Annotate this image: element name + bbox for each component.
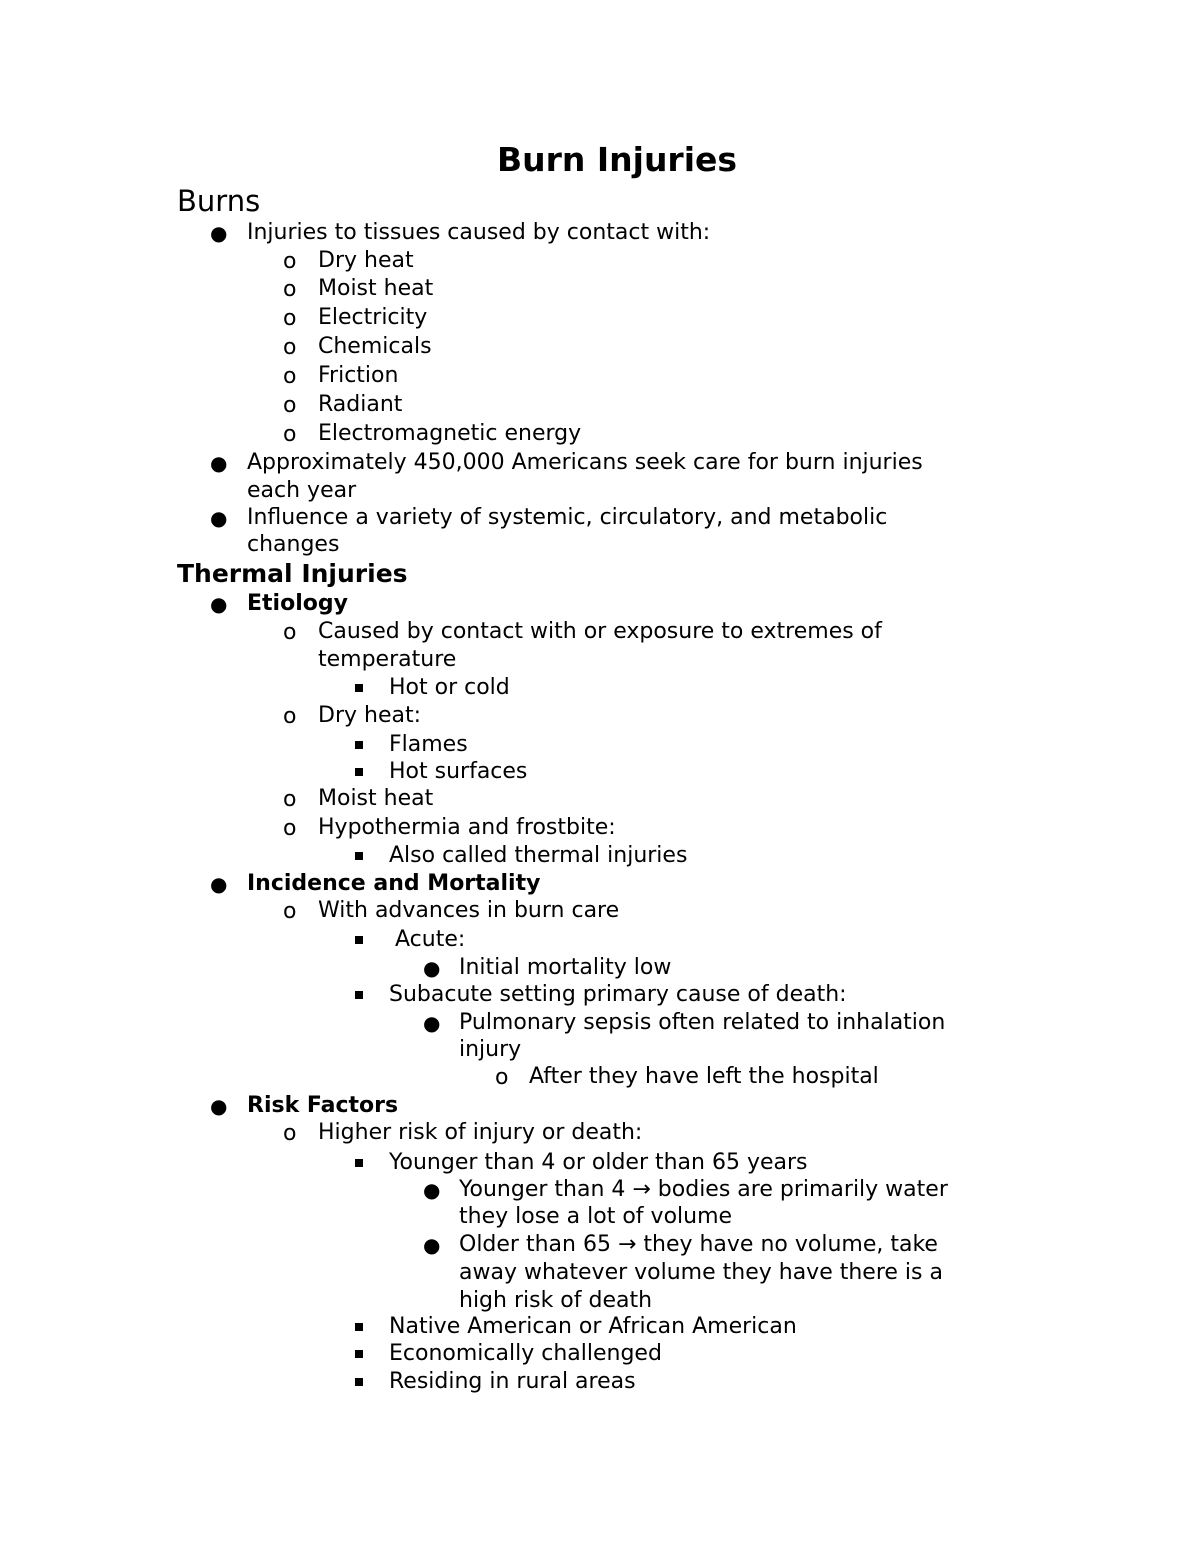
list-item: Hot or cold — [389, 675, 510, 700]
list-item-continuation: they lose a lot of volume — [459, 1204, 733, 1229]
bullet-circle: o — [495, 1065, 509, 1090]
list-item: Injuries to tissues caused by contact with: — [247, 220, 711, 245]
bullet-square — [355, 852, 363, 860]
subheading-risk-factors: Risk Factors — [247, 1093, 399, 1118]
subheading-incidence: Incidence and Mortality — [247, 871, 541, 896]
bullet-square — [355, 1350, 363, 1358]
list-item: Dry heat: — [318, 703, 421, 728]
list-item: Electromagnetic energy — [318, 421, 582, 446]
bullet-disc: ● — [210, 872, 228, 896]
bullet-disc: ● — [210, 221, 228, 245]
bullet-circle: o — [283, 704, 297, 729]
bullet-square — [355, 741, 363, 749]
list-item-continuation: high risk of death — [459, 1288, 653, 1313]
list-item: Influence a variety of systemic, circulatory, and metabolic — [247, 505, 888, 530]
list-item: Initial mortality low — [459, 955, 672, 980]
list-item: Moist heat — [318, 276, 434, 301]
list-item-continuation: away whatever volume they have there is a — [459, 1260, 943, 1285]
list-item: Electricity — [318, 305, 428, 330]
list-item: Native American or African American — [389, 1314, 797, 1339]
bullet-square — [355, 1159, 363, 1167]
list-item: Younger than 4 or older than 65 years — [389, 1150, 808, 1175]
bullet-circle: o — [283, 335, 297, 360]
list-item: With advances in burn care — [318, 898, 620, 923]
bullet-circle: o — [283, 277, 297, 302]
list-item: Flames — [389, 732, 468, 757]
bullet-disc: ● — [210, 592, 228, 616]
bullet-disc: ● — [210, 1094, 228, 1118]
bullet-square — [355, 768, 363, 776]
bullet-disc: ● — [423, 1011, 441, 1035]
bullet-square — [355, 936, 363, 944]
list-item: Moist heat — [318, 786, 434, 811]
list-item: Pulmonary sepsis often related to inhalation — [459, 1010, 946, 1035]
list-item: Subacute setting primary cause of death: — [389, 982, 847, 1007]
list-item: Residing in rural areas — [389, 1369, 636, 1394]
list-item: Caused by contact with or exposure to extremes of — [318, 619, 882, 644]
list-item: Economically challenged — [389, 1341, 662, 1366]
list-item: Acute: — [395, 927, 466, 952]
bullet-circle: o — [283, 393, 297, 418]
heading-thermal-injuries: Thermal Injuries — [177, 559, 408, 588]
list-item: Friction — [318, 363, 399, 388]
bullet-square — [355, 991, 363, 999]
bullet-disc: ● — [423, 1233, 441, 1257]
list-item: Also called thermal injuries — [389, 843, 688, 868]
list-item: Hot surfaces — [389, 759, 528, 784]
list-item-continuation: injury — [459, 1037, 522, 1062]
list-item: Younger than 4 → bodies are primarily water — [459, 1177, 948, 1202]
bullet-circle: o — [283, 249, 297, 274]
list-item-continuation: temperature — [318, 647, 457, 672]
bullet-square — [355, 1378, 363, 1386]
bullet-circle: o — [283, 422, 297, 447]
bullet-disc: ● — [210, 506, 228, 530]
bullet-circle: o — [283, 364, 297, 389]
bullet-circle: o — [283, 899, 297, 924]
list-item: Dry heat — [318, 248, 414, 273]
bullet-circle: o — [283, 1121, 297, 1146]
bullet-circle: o — [283, 306, 297, 331]
bullet-disc: ● — [423, 1178, 441, 1202]
bullet-circle: o — [283, 816, 297, 841]
list-item: Radiant — [318, 392, 403, 417]
list-item-continuation: each year — [247, 478, 357, 503]
list-item: Higher risk of injury or death: — [318, 1120, 643, 1145]
bullet-square — [355, 684, 363, 692]
bullet-circle: o — [283, 620, 297, 645]
list-item: Hypothermia and frostbite: — [318, 815, 616, 840]
list-item-continuation: changes — [247, 532, 340, 557]
bullet-disc: ● — [210, 451, 228, 475]
bullet-circle: o — [283, 787, 297, 812]
heading-burns: Burns — [177, 184, 261, 218]
bullet-disc: ● — [423, 956, 441, 980]
bullet-square — [355, 1323, 363, 1331]
subheading-etiology: Etiology — [247, 591, 348, 616]
list-item: After they have left the hospital — [529, 1064, 879, 1089]
document-title: Burn Injuries — [496, 140, 738, 179]
list-item: Chemicals — [318, 334, 432, 359]
list-item: Approximately 450,000 Americans seek care for burn injuries — [247, 450, 923, 475]
list-item: Older than 65 → they have no volume, take — [459, 1232, 938, 1257]
